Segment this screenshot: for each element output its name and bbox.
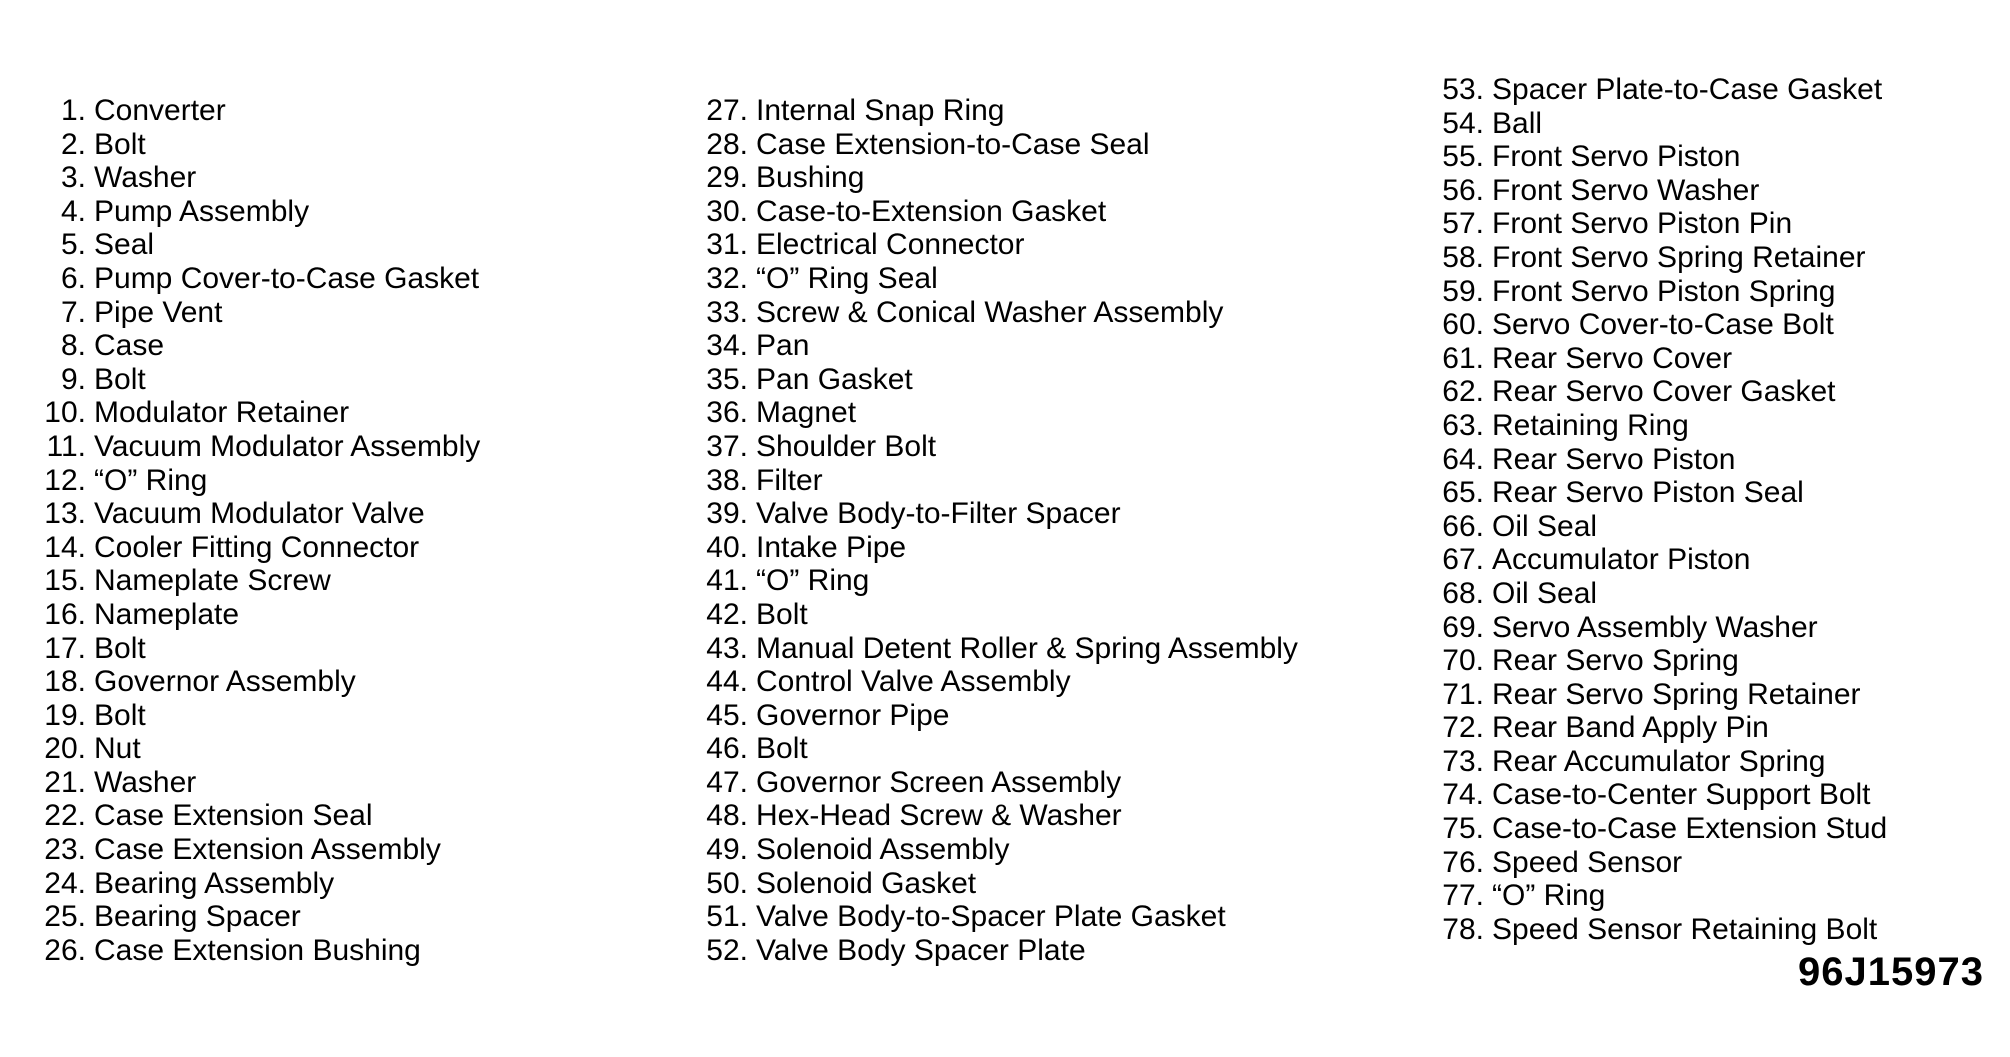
legend-column-3 [1436,73,1887,946]
legend-item-number: 44. [706,665,748,699]
legend-item [38,531,480,565]
legend-item-label: Solenoid Assembly [756,833,1010,867]
legend-item [38,766,480,800]
legend-item [700,900,1298,934]
legend-item-label: Control Valve Assembly [756,665,1071,699]
figure-id: 96J15973 [1798,950,1984,994]
legend-item-number: 25. [44,900,86,934]
legend-column-2 [700,94,1298,967]
legend-item-number: 61. [1442,341,1484,375]
legend-item-label: Cooler Fitting Connector [94,530,420,564]
legend-item [1436,73,1887,107]
legend-item-number: 33. [706,295,748,329]
legend-item [1436,644,1887,678]
legend-item [1436,308,1887,342]
legend-item-number: 78. [1442,912,1484,946]
legend-item [1436,812,1887,846]
legend-item-label: Rear Servo Cover [1492,341,1733,375]
legend-item-number: 13. [44,497,86,531]
legend-item [1436,409,1887,443]
legend-item [38,262,480,296]
legend-item-label: Screw & Conical Washer Assembly [756,295,1224,329]
legend-item-label: Case-to-Extension Gasket [756,194,1107,228]
legend-item [1436,879,1887,913]
legend-item [38,699,480,733]
legend-item [1436,611,1887,645]
legend-item [700,228,1298,262]
legend-item-number: 23. [44,833,86,867]
legend-item-number: 56. [1442,173,1484,207]
legend-item-label: “O” Ring [94,463,208,497]
legend-item-label: Governor Screen Assembly [756,765,1122,799]
legend-item-label: Filter [756,463,823,497]
legend-item-number: 2. [60,127,86,161]
legend-item-label: Valve Body Spacer Plate [756,933,1086,967]
legend-item-label: Governor Assembly [94,665,356,699]
legend-item-label: Washer [94,161,197,195]
legend-item [1436,510,1887,544]
legend-item [38,363,480,397]
legend-item [700,598,1298,632]
legend-item-number: 74. [1442,778,1484,812]
legend-item-number: 35. [706,362,748,396]
legend-item-number: 73. [1442,744,1484,778]
legend-item-label: Vacuum Modulator Valve [94,497,425,531]
legend-item-label: Oil Seal [1492,509,1598,543]
legend-item-number: 72. [1442,711,1484,745]
legend-item-number: 71. [1442,677,1484,711]
legend-item [700,799,1298,833]
legend-item-number: 29. [706,161,748,195]
legend-item-number: 77. [1442,879,1484,913]
legend-item-label: Bolt [94,698,146,732]
legend-item-number: 18. [44,665,86,699]
legend-item-label: Hex-Head Screw & Washer [756,799,1122,833]
legend-item [1436,241,1887,275]
legend-item [700,430,1298,464]
legend-item-label: Ball [1492,106,1543,140]
legend-item-number: 12. [44,463,86,497]
legend-item [700,195,1298,229]
legend-item-number: 30. [706,194,748,228]
legend-item-label: Electrical Connector [756,228,1025,262]
legend-item-number: 76. [1442,845,1484,879]
legend-item-number: 43. [706,631,748,665]
legend-item-label: Front Servo Washer [1492,173,1760,207]
legend-item-label: Oil Seal [1492,576,1598,610]
legend-item [38,934,480,968]
legend-item-label: Case Extension Seal [94,799,373,833]
legend-item [38,564,480,598]
legend-item [700,867,1298,901]
legend-item [700,766,1298,800]
legend-item-number: 4. [60,194,86,228]
legend-item-label: Rear Servo Piston Seal [1492,476,1804,510]
legend-item-label: Pan [756,329,810,363]
legend-item-label: Pump Cover-to-Case Gasket [94,261,480,295]
legend-item-label: Speed Sensor Retaining Bolt [1492,912,1878,946]
legend-item [700,363,1298,397]
legend-item [38,900,480,934]
legend-item-number: 47. [706,765,748,799]
legend-item-number: 49. [706,833,748,867]
legend-item-number: 11. [46,429,86,463]
legend-item-label: Bolt [756,732,808,766]
legend-item-number: 6. [60,261,86,295]
legend-item [1436,140,1887,174]
legend-item-label: Modulator Retainer [94,396,350,430]
legend-item-number: 52. [706,933,748,967]
legend-item [700,94,1298,128]
legend-item-label: Nameplate Screw [94,564,331,598]
legend-item [700,665,1298,699]
legend-item [1436,174,1887,208]
legend-item [38,228,480,262]
legend-item-number: 42. [706,597,748,631]
legend-item-label: Front Servo Spring Retainer [1492,240,1866,274]
legend-item-number: 46. [706,732,748,766]
legend-item-number: 54. [1442,106,1484,140]
legend-item-label: Case-to-Center Support Bolt [1492,778,1871,812]
legend-item [1436,711,1887,745]
legend-item-number: 63. [1442,408,1484,442]
legend-item-number: 28. [706,127,748,161]
legend-item [1436,543,1887,577]
legend-item [38,632,480,666]
legend-item [1436,275,1887,309]
legend-item-label: Front Servo Piston Pin [1492,207,1793,241]
legend-item-number: 17. [44,631,86,665]
legend-item-number: 51. [706,900,748,934]
legend-item-label: Bushing [756,161,865,195]
legend-item-number: 26. [44,933,86,967]
legend-item-number: 67. [1442,543,1484,577]
legend-item [38,329,480,363]
legend-item-label: Magnet [756,396,857,430]
legend-item-label: Servo Assembly Washer [1492,610,1818,644]
legend-item-label: Washer [94,765,197,799]
legend-item-label: Accumulator Piston [1492,543,1751,577]
legend-column-1 [38,94,480,967]
legend-item-number: 59. [1442,274,1484,308]
legend-item-label: Rear Servo Spring [1492,644,1739,678]
legend-item-number: 9. [60,362,86,396]
legend-item [700,699,1298,733]
legend-item-label: Servo Cover-to-Case Bolt [1492,308,1834,342]
legend-item-label: Nameplate [94,597,240,631]
legend-item-number: 37. [706,429,748,463]
legend-item [700,497,1298,531]
legend-item-number: 22. [44,799,86,833]
legend-item-label: Rear Servo Spring Retainer [1492,677,1861,711]
legend-item-number: 32. [706,261,748,295]
legend-item-label: Governor Pipe [756,698,950,732]
legend-item-number: 34. [706,329,748,363]
legend-item-label: Rear Servo Piston [1492,442,1736,476]
legend-item [38,799,480,833]
legend-item-number: 70. [1442,644,1484,678]
legend-item [38,430,480,464]
legend-item-label: Front Servo Piston Spring [1492,274,1836,308]
legend-item-label: Shoulder Bolt [756,429,937,463]
legend-item [1436,913,1887,947]
legend-item-number: 60. [1442,308,1484,342]
legend-item-label: Rear Accumulator Spring [1492,744,1826,778]
legend-item-number: 45. [706,698,748,732]
legend-item-number: 57. [1442,207,1484,241]
legend-item-number: 31. [706,228,748,262]
legend-item-label: Valve Body-to-Spacer Plate Gasket [756,900,1226,934]
legend-item-label: Internal Snap Ring [756,94,1005,127]
legend-item-label: Front Servo Piston [1492,140,1741,174]
legend-item-label: Rear Band Apply Pin [1492,711,1769,745]
legend-item-label: Case-to-Case Extension Stud [1492,812,1888,846]
legend-item-number: 3. [60,161,86,195]
legend-item-label: Bearing Assembly [94,866,335,900]
legend-item-label: Bolt [756,597,808,631]
legend-item-label: “O” Ring Seal [756,261,938,295]
legend-item [1436,443,1887,477]
legend-item [1436,778,1887,812]
legend-item-number: 75. [1442,812,1484,846]
legend-item-number: 5. [60,228,86,262]
legend-item-label: Case Extension Assembly [94,833,441,867]
legend-item [1436,476,1887,510]
legend-item-number: 7. [60,295,86,329]
legend-item-number: 27. [706,94,748,127]
legend-item-label: Solenoid Gasket [756,866,977,900]
legend-item-number: 53. [1442,73,1484,106]
legend-item-number: 66. [1442,509,1484,543]
legend-item-label: Retaining Ring [1492,408,1689,442]
legend-item [38,296,480,330]
legend-item [38,128,480,162]
legend-item [38,867,480,901]
legend-item-number: 50. [706,866,748,900]
legend-item-label: Nut [94,732,141,766]
legend-item [38,665,480,699]
legend-item-number: 39. [706,497,748,531]
legend-item-number: 19. [44,698,86,732]
legend-item-label: Rear Servo Cover Gasket [1492,375,1836,409]
legend-item [700,464,1298,498]
legend-item [38,598,480,632]
legend-item [700,564,1298,598]
legend-item [1436,342,1887,376]
legend-item-label: Spacer Plate-to-Case Gasket [1492,73,1883,106]
legend-item [700,934,1298,968]
legend-item-number: 62. [1442,375,1484,409]
legend-item-label: Pan Gasket [756,362,913,396]
legend-item-number: 15. [44,564,86,598]
legend-item-label: Speed Sensor [1492,845,1683,879]
legend-item [38,195,480,229]
legend-item-number: 10. [44,396,86,430]
legend-item [700,128,1298,162]
legend-item [38,497,480,531]
legend-item [700,396,1298,430]
legend-item [700,262,1298,296]
legend-item [1436,745,1887,779]
legend-item [700,732,1298,766]
legend-item [1436,678,1887,712]
legend-item-number: 1. [60,94,86,127]
legend-item-label: Intake Pipe [756,530,907,564]
legend-item-label: Pipe Vent [94,295,223,329]
legend-item [1436,207,1887,241]
legend-item-number: 20. [44,732,86,766]
legend-item-label: Case [94,329,165,363]
legend-item-number: 55. [1442,140,1484,174]
legend-item-label: Bolt [94,362,146,396]
legend-item-label: Bolt [94,127,146,161]
legend-item [1436,107,1887,141]
legend-item-label: Pump Assembly [94,194,310,228]
legend-item [700,296,1298,330]
legend-item-label: Converter [94,94,226,127]
legend-item [1436,577,1887,611]
legend-item [700,329,1298,363]
legend-item-label: Case Extension-to-Case Seal [756,127,1150,161]
legend-item-number: 8. [60,329,86,363]
legend-item-number: 21. [44,765,86,799]
legend-item [700,632,1298,666]
legend-item-number: 65. [1442,476,1484,510]
legend-item-label: Case Extension Bushing [94,933,421,967]
legend-item-number: 48. [706,799,748,833]
legend-item-label: Bolt [94,631,146,665]
legend-item-number: 36. [706,396,748,430]
legend-item-number: 68. [1442,576,1484,610]
legend-item-label: Valve Body-to-Filter Spacer [756,497,1121,531]
legend-item-label: “O” Ring [756,564,870,598]
legend-item-number: 40. [706,530,748,564]
legend-item-label: Vacuum Modulator Assembly [94,429,481,463]
legend-item-number: 14. [44,530,86,564]
legend-item [38,464,480,498]
legend-item-number: 24. [44,866,86,900]
legend-item-number: 58. [1442,240,1484,274]
legend-item-number: 38. [706,463,748,497]
legend-item [1436,846,1887,880]
legend-item [38,161,480,195]
legend-item [700,833,1298,867]
legend-item [38,732,480,766]
legend-item-label: Manual Detent Roller & Spring Assembly [756,631,1298,665]
legend-item-label: Seal [94,228,155,262]
legend-item-number: 69. [1442,610,1484,644]
legend-item [38,396,480,430]
legend-item-number: 16. [44,597,86,631]
legend-item-number: 41. [706,564,748,598]
legend-item [700,531,1298,565]
legend-item-number: 64. [1442,442,1484,476]
legend-item [38,833,480,867]
legend-item-label: “O” Ring [1492,879,1606,913]
legend-item [1436,375,1887,409]
legend-item [700,161,1298,195]
legend-item-label: Bearing Spacer [94,900,301,934]
legend-item [38,94,480,128]
